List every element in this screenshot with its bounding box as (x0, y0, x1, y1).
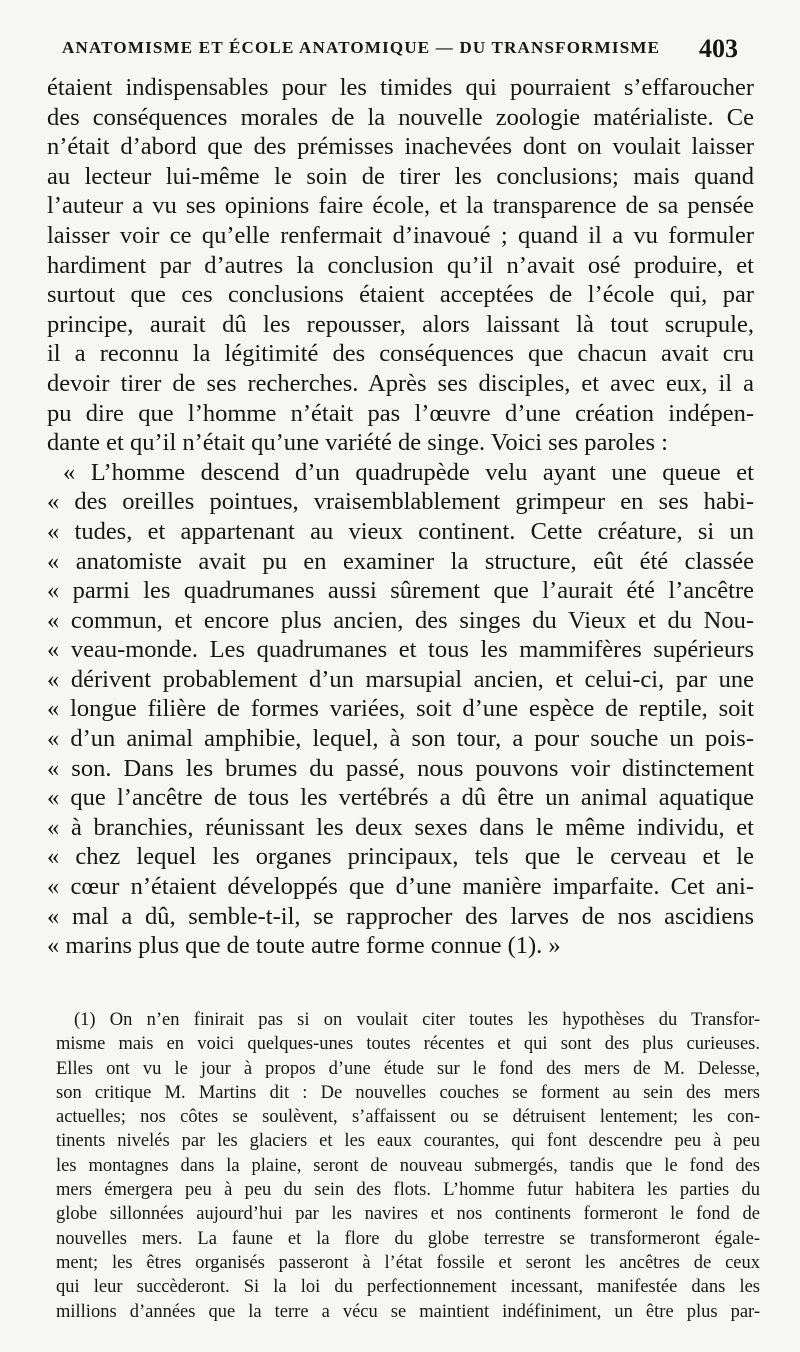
footnote-line: misme mais en voici quelques-unes toutes récentes et qui sont des plus curieuses. (56, 1034, 760, 1055)
running-head (62, 34, 738, 66)
text-line: devoir tirer de ses recherches. Après ses disciples, et avec eux, il a (47, 369, 754, 397)
quote-line: « que l’ancêtre de tous les vertébrés a dû être un animal aquatique (47, 784, 754, 812)
quote-line: « tudes, et appartenant au vieux continent. Cette créature, si un (47, 517, 754, 545)
footnote-line: qui leur succèderont. Si la loi du perfectionnement incessant, manifestée dans les (56, 1277, 760, 1298)
quote-line: « à branchies, réunissant les deux sexes dans le même individu, et (47, 813, 754, 841)
text-line: n’était d’abord que des prémisses inachevées dont on voulait laisser (47, 133, 754, 161)
main-text (47, 73, 754, 961)
footnote-line: (1) On n’en finirait pas si on voulait citer toutes les hypothèses du Transfor- (74, 1010, 760, 1030)
footnote-line: ment; les êtres organisés passeront à l’état fossile et seront les ancêtres de ceux (56, 1252, 760, 1273)
text-line: au lecteur lui-même le soin de tirer les conclusions; mais quand (47, 162, 754, 190)
quote-line: « cœur n’étaient développés que d’une manière imparfaite. Cet ani- (47, 873, 754, 901)
text-line: hardiment par d’autres la conclusion qu’il n’avait osé produire, et (47, 251, 754, 279)
quote-line: « des oreilles pointues, vraisemblablement grimpeur en ses habi- (47, 488, 754, 516)
quote-line: « mal a dû, semble-t-il, se rapprocher des larves de nos ascidiens (47, 902, 754, 930)
footnote-line: millions d’années que la terre a vécu se maintient indéfiniment, un être plus par- (56, 1301, 760, 1322)
footnote-line: tinents nivelés par les glaciers et les eaux courantes, qui font descendre peu à peu (56, 1131, 760, 1152)
quote-line: « son. Dans les brumes du passé, nous pouvons voir distinctement (47, 754, 754, 782)
quote-line: « marins plus que de toute autre forme connue (1). » (47, 932, 561, 960)
footnote-line: Elles ont vu le jour à propos d’une étude sur le fond des mers de M. Delesse, (56, 1058, 760, 1079)
quote-line: « chez lequel les organes principaux, tels que le cerveau et le (47, 843, 754, 871)
text-line: étaient indispensables pour les timides qui pourraient s’effaroucher (47, 74, 754, 101)
text-line: laisser voir ce qu’elle renfermait d’inavoué ; quand il a vu formuler (47, 221, 754, 249)
footnote-line: son critique M. Martins dit : De nouvelles couches se forment au sein des mers (56, 1082, 760, 1103)
footnote-line: mers émergera peu à peu du sein des flots. L’homme futur habitera les parties du (56, 1180, 760, 1201)
footnote-line: les montagnes dans la plaine, seront de nouveau submergés, tandis que le fond des (56, 1155, 760, 1176)
text-line: surtout que ces conclusions étaient acceptées de l’école qui, par (47, 281, 754, 309)
quote-line: « parmi les quadrumanes aussi sûrement que l’aurait été l’ancêtre (47, 577, 754, 605)
quote-line: « longue filière de formes variées, soit d’une espèce de reptile, soit (47, 695, 754, 723)
quote-line: « dérivent probablement d’un marsupial ancien, et celui-ci, par une (47, 665, 754, 693)
footnote-line: globe sillonnées aujourd’hui par les navires et nos continents formeront le fond de (56, 1204, 760, 1225)
footnote-line: nouvelles mers. La faune et la flore du globe terrestre se transformeront égale- (56, 1228, 760, 1249)
text-line: des conséquences morales de la nouvelle zoologie matérialiste. Ce (47, 103, 754, 131)
page-number: 403 (699, 34, 738, 63)
text-line: dante et qu’il n’était qu’une variété de singe. Voici ses paroles : (47, 429, 668, 457)
text-line: pu dire que l’homme n’était pas l’œuvre d’une création indépen- (47, 399, 754, 427)
text-line: l’auteur a vu ses opinions faire école, et la transparence de sa pensée (47, 192, 754, 220)
quote-line: « d’un animal amphibie, lequel, à son tour, a pour souche un pois- (47, 725, 754, 753)
running-title: ANATOMISME ET ÉCOLE ANATOMIQUE — DU TRANSFORMISME (62, 38, 661, 57)
footnote-line: actuelles; nos côtes se soulèvent, s’affaissent ou se détruisent lentement; les con- (56, 1107, 760, 1128)
footnote-block (56, 1008, 760, 1324)
text-line: principe, aurait dû les repousser, alors laissant là tout scrupule, (47, 310, 754, 338)
text-line: il a reconnu la légitimité des conséquences que chacun avait cru (47, 340, 754, 368)
quote-line: « L’homme descend d’un quadrupède velu ayant une queue et (63, 458, 754, 486)
quote-line: « veau-monde. Les quadrumanes et tous les mammifères supérieurs (47, 636, 754, 664)
quote-line: « commun, et encore plus ancien, des singes du Vieux et du Nou- (47, 606, 754, 634)
quote-line: « anatomiste avait pu en examiner la structure, eût été classée (47, 547, 754, 575)
